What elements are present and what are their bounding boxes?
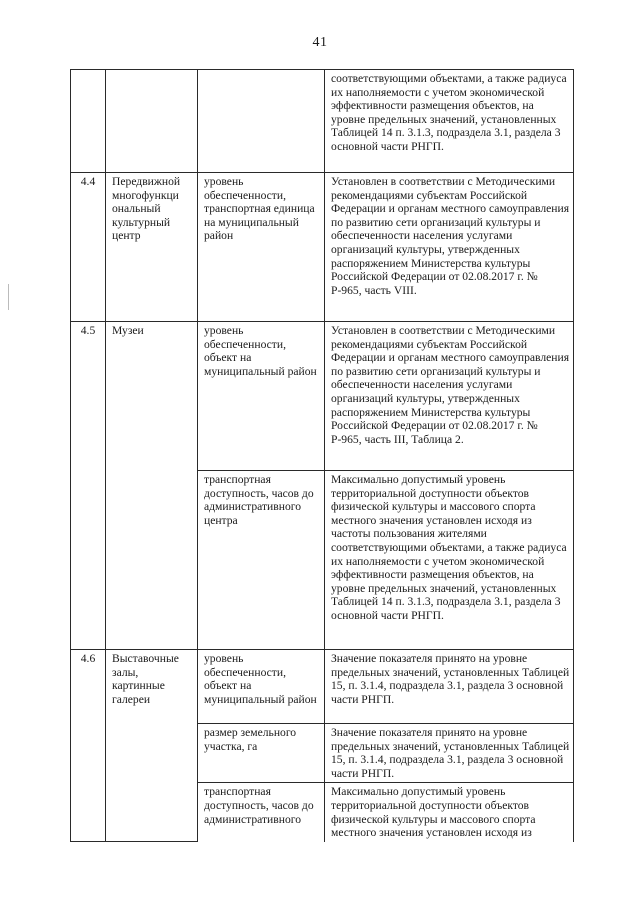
indicator-cell: уровень обеспеченности, транспортная единица на муниципальный район — [198, 173, 325, 322]
row-number: 4.4 — [71, 173, 106, 322]
description-cell: Значение показателя принято на уровне предельных значений, установленных Таблицей 15, п. 3.1.4, подраздела 3.1, раздела 3 основной части РНГП. — [325, 724, 574, 783]
description-cell: Установлен в соответствии с Методическими рекомендациями субъектам Российской Федерации и органам местного самоуправления по развитию сети организаций культуры и обеспеченности населения услугами организаций культуры, утвержденных распоряжением Министерства культуры Российской Федерации от 02.08.2017 г. № Р-965, часть VIII. — [325, 173, 574, 322]
indicator-cell — [198, 70, 325, 173]
indicator-cell: размер земельного участка, га — [198, 724, 325, 783]
description-cell: Максимально допустимый уровень территориальной доступности объектов физической культуры и массового спорта местного значения установлен исходя из — [325, 783, 574, 842]
indicator-cell: уровень обеспеченности, объект на муниципальный район — [198, 650, 325, 724]
indicator-cell: транспортная доступность, часов до административного центра — [198, 471, 325, 650]
description-cell: соответствующими объектами, а также радиуса их наполняемости с учетом экономической эффективности размещения объектов, на уровне предельных значений, установленных Таблицей 14 п. 3.1.3, подраздела 3.1, раздела 3 основной части РНГП. — [325, 70, 574, 173]
table-row — [71, 322, 574, 471]
description-cell: Значение показателя принято на уровне предельных значений, установленных Таблицей 15, п. 3.1.4, подраздела 3.1, раздела 3 основной части РНГП. — [325, 650, 574, 724]
table-row — [71, 70, 574, 173]
facility-name: Музеи — [106, 322, 198, 650]
page-number: 41 — [312, 35, 328, 50]
table-row — [71, 173, 574, 322]
row-number: 4.6 — [71, 650, 106, 842]
indicator-cell: уровень обеспеченности, объект на муниципальный район — [198, 322, 325, 471]
row-number: 4.5 — [71, 322, 106, 650]
scan-gutter-mark — [8, 284, 9, 310]
table-row — [71, 650, 574, 724]
row-number — [71, 70, 106, 173]
facility-name — [106, 70, 198, 173]
standards-table — [70, 69, 574, 842]
facility-name: Выставочные залы, картинные галереи — [106, 650, 198, 842]
facility-name: Передвижной многофункци ональный культурный центр — [106, 173, 198, 322]
description-cell: Максимально допустимый уровень территориальной доступности объектов физической культуры и массового спорта местного значения установлен исходя из частоты пользования жителями соответствующими объектами, а также радиуса их наполняемости с учетом экономической эффективности размещения объектов, на уровне предельных значений, установленных Таблицей 14 п. 3.1.3, подраздела 3.1, раздела 3 основной части РНГП. — [325, 471, 574, 650]
description-cell: Установлен в соответствии с Методическими рекомендациями субъектам Российской Федерации и органам местного самоуправления по развитию сети организаций культуры и обеспеченности населения услугами организаций культуры, утвержденных распоряжением Министерства культуры Российской Федерации от 02.08.2017 г. № Р-965, часть III, Таблица 2. — [325, 322, 574, 471]
indicator-cell: транспортная доступность, часов до административного — [198, 783, 325, 842]
